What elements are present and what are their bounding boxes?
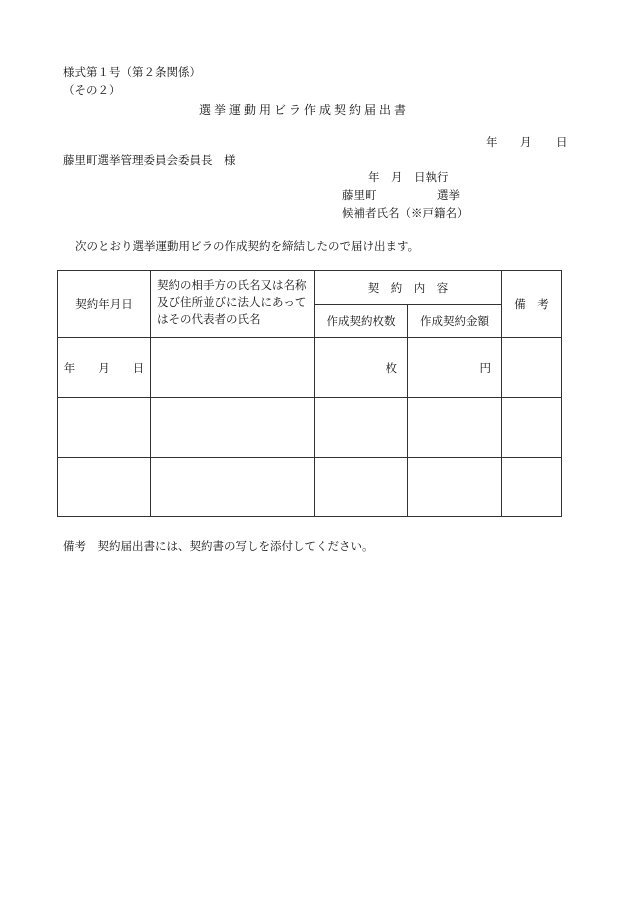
intro-text: 次のとおり選挙運動用ビラの作成契約を締結したので届け出ます。	[75, 239, 420, 253]
row2-date-cell[interactable]	[58, 398, 151, 458]
row1-quantity-unit: 枚	[315, 338, 408, 398]
header-contract-content: 契 約 内 容	[315, 271, 502, 305]
addressee: 藤里町選挙管理委員会委員長 様	[63, 153, 236, 167]
date-month-label: 月	[520, 135, 532, 149]
date-day-label: 日	[556, 135, 568, 149]
candidate-name-label: 候補者氏名（※戸籍名）	[342, 206, 469, 220]
date-year-label: 年	[486, 135, 498, 149]
header-remarks: 備 考	[502, 271, 562, 338]
row3-remarks-cell[interactable]	[502, 458, 562, 517]
row2-amount-cell[interactable]	[408, 398, 502, 458]
header-counterparty: 契約の相手方の氏名又は名称及び住所並びに法人にあってはその代表者の氏名	[151, 271, 315, 338]
form-number: 様式第１号（第２条関係）	[63, 65, 201, 79]
row3-date-cell[interactable]	[58, 458, 151, 517]
row1-counterparty-cell[interactable]	[151, 338, 315, 398]
row1-date: 年 月 日	[58, 338, 151, 398]
row2-remarks-cell[interactable]	[502, 398, 562, 458]
table-row	[58, 338, 562, 398]
election-town: 藤里町	[342, 188, 377, 202]
form-variant: （その２）	[63, 83, 121, 97]
table-row	[58, 398, 562, 458]
row2-quantity-cell[interactable]	[315, 398, 408, 458]
row3-counterparty-cell[interactable]	[151, 458, 315, 517]
header-amount: 作成契約金額	[408, 305, 502, 338]
document-title: 選挙運動用ビラ作成契約届出書	[199, 103, 410, 117]
election-date: 年 月 日執行	[368, 170, 449, 184]
header-contract-date: 契約年月日	[58, 271, 151, 338]
remarks-note: 備考 契約届出書には、契約書の写しを添付してください。	[63, 539, 374, 553]
row2-counterparty-cell[interactable]	[151, 398, 315, 458]
header-quantity: 作成契約枚数	[315, 305, 408, 338]
election-label: 選挙	[437, 188, 460, 202]
row1-remarks-cell[interactable]	[502, 338, 562, 398]
row1-amount-unit: 円	[408, 338, 502, 398]
row3-amount-cell[interactable]	[408, 458, 502, 517]
contract-table	[57, 270, 562, 517]
row3-quantity-cell[interactable]	[315, 458, 408, 517]
table-row	[58, 458, 562, 517]
